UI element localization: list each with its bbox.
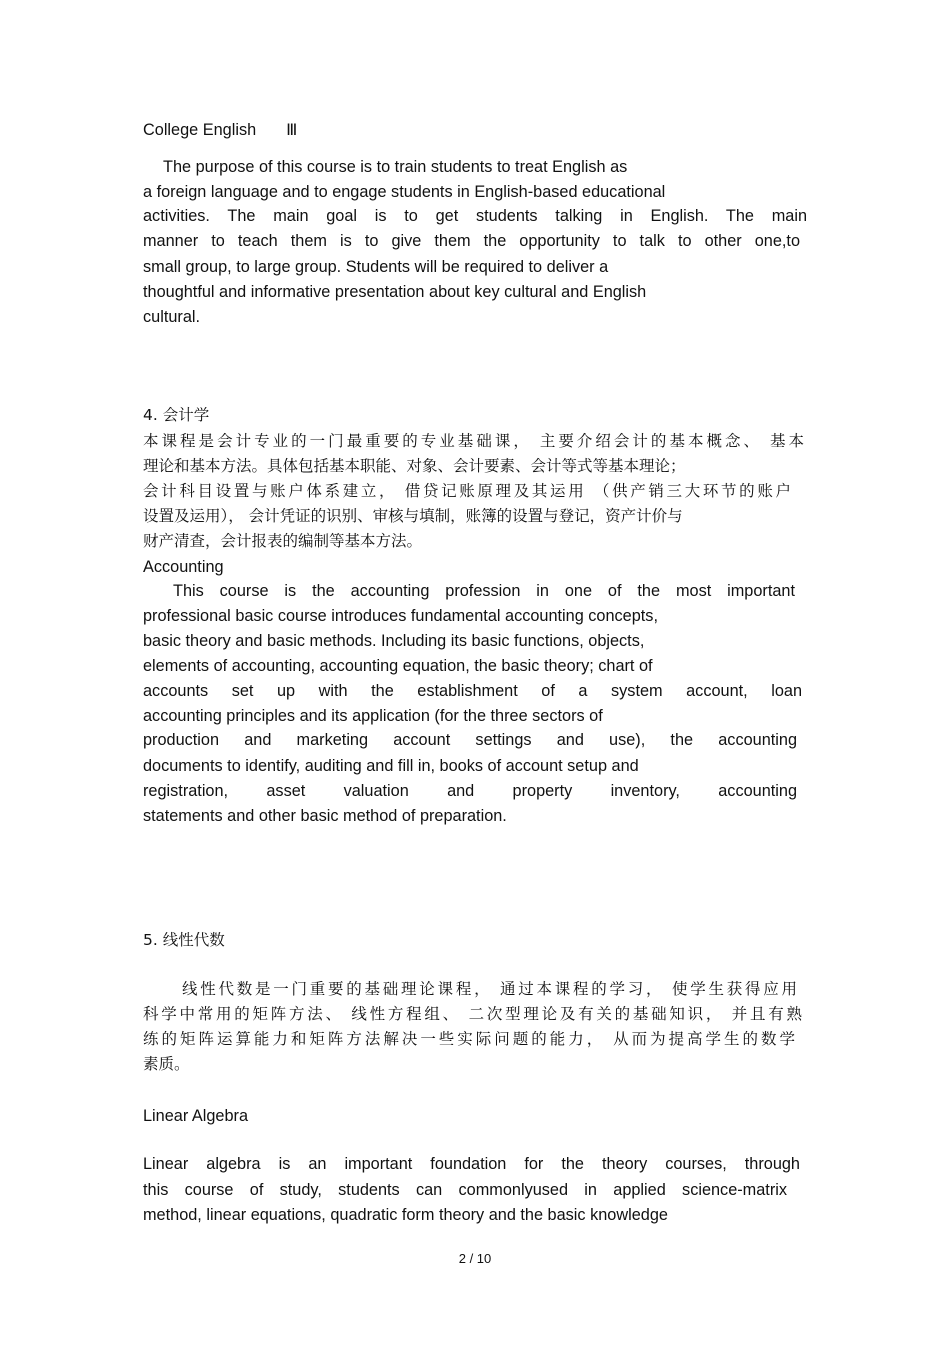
linear-algebra-zh-line-3: 练的矩阵运算能力和矩阵方法解决一些实际问题的能力， 从而为提高学生的数学 [143,1030,795,1048]
linear-algebra-en-line-2: this course of study, students can commonlyused in applied science-matrix [143,1181,787,1199]
accounting-zh-line-5: 财产清查，会计报表的编制等基本方法。 [143,532,423,550]
accounting-en-line-5: accounts set up with the establishment of a system account, loan [143,682,802,700]
accounting-en-line-3: basic theory and basic methods. Including its basic functions, objects, [143,632,645,650]
college-english-roman-numeral: Ⅲ [286,121,298,139]
accounting-zh-line-3: 会计科目设置与账户体系建立， 借贷记账原理及其运用 （供产销三大环节的账户 [143,482,791,500]
accounting-en-line-4: elements of accounting, accounting equation, the basic theory; chart of [143,657,653,675]
linear-algebra-en-line-3: method, linear equations, quadratic form theory and the basic knowledge [143,1206,668,1224]
college-english-line-1: The purpose of this course is to train students to treat English as [163,158,628,176]
accounting-en-line-10: statements and other basic method of preparation. [143,807,507,825]
page-number: 2 / 10 [458,1251,492,1266]
accounting-zh-line-4: 设置及运用）， 会计凭证的识别、审核与填制，账簿的设置与登记，资产计价与 [143,507,683,525]
linear-algebra-zh-line-1: 线性代数是一门重要的基础理论课程， 通过本课程的学习， 使学生获得应用 [182,980,797,998]
linear-algebra-zh-line-4: 素质。 [143,1055,190,1073]
college-english-title-text: College English [143,121,257,139]
college-english-line-7: cultural. [143,308,201,326]
college-english-line-3: activities. The main goal is to get students talking in English. The main [143,207,807,225]
accounting-en-line-2: professional basic course introduces fundamental accounting concepts, [143,607,658,625]
accounting-en-line-8: documents to identify, auditing and fill in, books of account setup and [143,757,639,775]
accounting-en-title: Accounting [143,558,224,576]
college-english-line-5: small group, to large group. Students will be required to deliver a [143,258,609,276]
college-english-line-6: thoughtful and informative presentation about key cultural and English [143,283,647,301]
accounting-en-line-1: This course is the accounting profession in one of the most important [173,582,795,600]
college-english-title [143,119,798,141]
linear-algebra-zh-line-2: 科学中常用的矩阵方法、 线性方程组、 二次型理论及有关的基础知识， 并且有熟 [143,1005,802,1023]
accounting-zh-line-1: 本课程是会计专业的一门最重要的专业基础课， 主要介绍会计的基本概念、 基本 [143,432,804,450]
accounting-en-line-9: registration, asset valuation and property inventory, accounting [143,782,797,800]
linear-algebra-en-line-1: Linear algebra is an important foundation for the theory courses, through [143,1155,800,1173]
linear-algebra-heading: 5. 线性代数 [143,931,225,949]
accounting-zh-line-2: 理论和基本方法。具体包括基本职能、对象、会计要素、会计等式等基本理论； [143,457,686,475]
college-english-line-2: a foreign language and to engage students in English-based educational [143,183,666,201]
college-english-line-4: manner to teach them is to give them the opportunity to talk to other one,to [143,232,800,250]
accounting-heading: 4. 会计学 [143,406,210,424]
accounting-en-line-7: production and marketing account settings and use), the accounting [143,731,797,749]
accounting-en-line-6: accounting principles and its application (for the three sectors of [143,707,603,725]
linear-algebra-en-title: Linear Algebra [143,1107,249,1125]
